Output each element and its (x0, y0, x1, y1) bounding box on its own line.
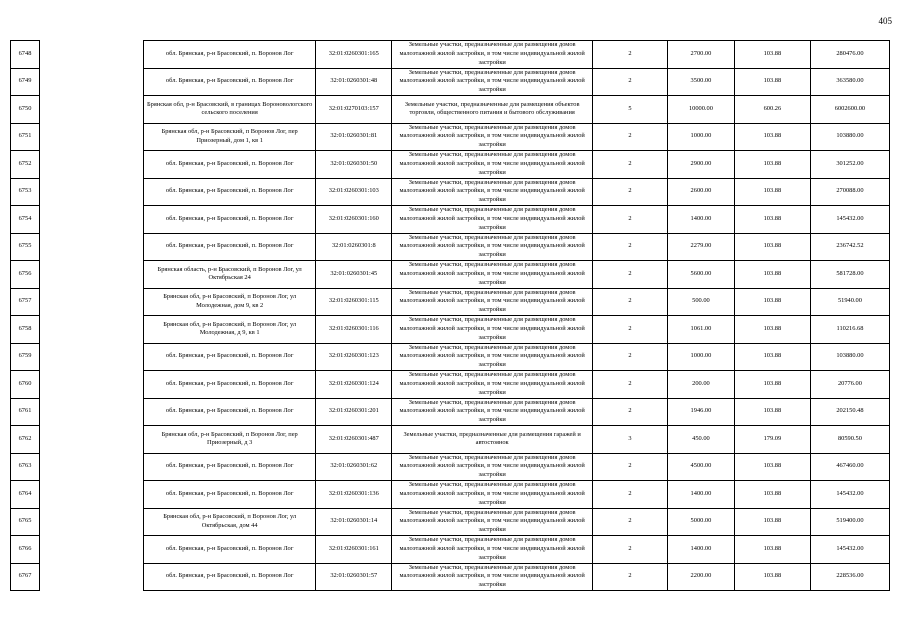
table-row (144, 206, 890, 234)
land-use-cell: Земельные участки, предназначенные для размещения домов малоэтажной жилой застройки, в том числе индивидуальной жилой застройки (392, 398, 593, 426)
specific-value-cell: 103.88 (734, 563, 810, 591)
table-row (144, 233, 890, 261)
row-number-cell: 6766 (11, 536, 40, 564)
area-cell: 1061.00 (668, 316, 735, 344)
specific-value-cell: 103.88 (734, 371, 810, 399)
cadastral-number-cell: 32:01:0260301:103 (316, 178, 392, 206)
row-number-row (11, 261, 40, 289)
row-number-row (11, 426, 40, 454)
group-cell: 2 (593, 343, 668, 371)
area-cell: 2600.00 (668, 178, 735, 206)
land-use-cell: Земельные участки, предназначенные для размещения домов малоэтажной жилой застройки, в том числе индивидуальной жилой застройки (392, 343, 593, 371)
address-cell: обл. Брянская, р-н Брасовский, п. Воронов Лог (144, 481, 316, 509)
specific-value-cell: 103.88 (734, 508, 810, 536)
land-use-cell: Земельные участки, предназначенные для размещения домов малоэтажной жилой застройки, в том числе индивидуальной жилой застройки (392, 481, 593, 509)
table-row (144, 536, 890, 564)
row-number-cell: 6749 (11, 68, 40, 96)
address-cell: обл. Брянская, р-н Брасовский, п. Воронов Лог (144, 41, 316, 69)
cadastral-number-cell: 32:01:0260301:160 (316, 206, 392, 234)
area-cell: 450.00 (668, 426, 735, 454)
row-number-row (11, 123, 40, 151)
row-number-cell: 6753 (11, 178, 40, 206)
row-number-cell: 6752 (11, 151, 40, 179)
row-number-row (11, 316, 40, 344)
address-cell: Брянская обл, р-н Брасовский, п Воронов Лог, ул Октябрьская, дом 44 (144, 508, 316, 536)
area-cell: 2900.00 (668, 151, 735, 179)
row-number-row (11, 371, 40, 399)
row-number-row (11, 288, 40, 316)
row-number-row (11, 41, 40, 69)
address-cell: Брянская обл, р-н Брасовский, п Воронов Лог, ул Молодежная, дом 9, кв 2 (144, 288, 316, 316)
address-cell: Брянская обл, р-н Брасовский, п Воронов Лог, пер Приозерный, дом 1, кв 1 (144, 123, 316, 151)
land-use-cell: Земельные участки, предназначенные для размещения домов малоэтажной жилой застройки, в том числе индивидуальной жилой застройки (392, 371, 593, 399)
table-row (144, 178, 890, 206)
land-use-cell: Земельные участки, предназначенные для размещения домов малоэтажной жилой застройки, в том числе индивидуальной жилой застройки (392, 536, 593, 564)
row-number-cell: 6756 (11, 261, 40, 289)
land-use-cell: Земельные участки, предназначенные для размещения домов малоэтажной жилой застройки, в том числе индивидуальной жилой застройки (392, 151, 593, 179)
row-number-cell: 6767 (11, 563, 40, 591)
specific-value-cell: 103.88 (734, 233, 810, 261)
row-number-table (10, 40, 40, 591)
address-cell: обл. Брянская, р-н Брасовский, п. Воронов Лог (144, 206, 316, 234)
group-cell: 2 (593, 536, 668, 564)
land-parcels-table (143, 40, 890, 591)
area-cell: 4500.00 (668, 453, 735, 481)
area-cell: 1000.00 (668, 123, 735, 151)
cadastral-number-cell: 32:01:0260301:57 (316, 563, 392, 591)
address-cell: Брянская область, р-н Брасовский, п Воронов Лог, ул Октябрьская 24 (144, 261, 316, 289)
address-cell: обл. Брянская, р-н Брасовский, п. Воронов Лог (144, 343, 316, 371)
land-use-cell: Земельные участки, предназначенные для размещения домов малоэтажной жилой застройки, в том числе индивидуальной жилой застройки (392, 233, 593, 261)
area-cell: 1946.00 (668, 398, 735, 426)
table-row (144, 151, 890, 179)
row-number-cell: 6759 (11, 343, 40, 371)
area-cell: 1000.00 (668, 343, 735, 371)
group-cell: 2 (593, 453, 668, 481)
row-number-row (11, 563, 40, 591)
group-cell: 2 (593, 316, 668, 344)
cadastral-value-cell: 80590.50 (810, 426, 889, 454)
specific-value-cell: 600.26 (734, 96, 810, 124)
specific-value-cell: 103.88 (734, 343, 810, 371)
area-cell: 2700.00 (668, 41, 735, 69)
row-number-row (11, 398, 40, 426)
specific-value-cell: 103.88 (734, 123, 810, 151)
row-number-cell: 6760 (11, 371, 40, 399)
cadastral-value-cell: 363580.00 (810, 68, 889, 96)
land-use-cell: Земельные участки, предназначенные для размещения домов малоэтажной жилой застройки, в том числе индивидуальной жилой застройки (392, 508, 593, 536)
row-number-row (11, 233, 40, 261)
group-cell: 2 (593, 41, 668, 69)
row-number-row (11, 68, 40, 96)
address-cell: обл. Брянская, р-н Брасовский, п. Воронов Лог (144, 68, 316, 96)
cadastral-value-cell: 581728.00 (810, 261, 889, 289)
land-use-cell: Земельные участки, предназначенные для размещения гаражей и автостоянок (392, 426, 593, 454)
cadastral-value-cell: 145432.00 (810, 481, 889, 509)
cadastral-number-cell: 32:01:0260301:124 (316, 371, 392, 399)
cadastral-number-cell: 32:01:0260301:123 (316, 343, 392, 371)
specific-value-cell: 103.88 (734, 288, 810, 316)
row-number-cell: 6758 (11, 316, 40, 344)
row-number-row (11, 151, 40, 179)
area-cell: 1400.00 (668, 536, 735, 564)
group-cell: 2 (593, 481, 668, 509)
address-cell: Брянская обл, р-н Брасовский, п Воронов Лог, ул Молодежная, д 9, кв 1 (144, 316, 316, 344)
group-cell: 2 (593, 151, 668, 179)
cadastral-value-cell: 103880.00 (810, 123, 889, 151)
row-number-cell: 6751 (11, 123, 40, 151)
row-number-row (11, 481, 40, 509)
area-cell: 1400.00 (668, 481, 735, 509)
land-use-cell: Земельные участки, предназначенные для размещения домов малоэтажной жилой застройки, в том числе индивидуальной жилой застройки (392, 563, 593, 591)
specific-value-cell: 103.88 (734, 316, 810, 344)
group-cell: 2 (593, 68, 668, 96)
group-cell: 2 (593, 233, 668, 261)
cadastral-number-cell: 32:01:0260301:45 (316, 261, 392, 289)
land-use-cell: Земельные участки, предназначенные для размещения домов малоэтажной жилой застройки, в том числе индивидуальной жилой застройки (392, 288, 593, 316)
cadastral-number-cell: 32:01:0260301:487 (316, 426, 392, 454)
row-number-cell: 6764 (11, 481, 40, 509)
row-number-cell: 6761 (11, 398, 40, 426)
group-cell: 3 (593, 426, 668, 454)
address-cell: Брянская обл, р-н Брасовский, п Воронов Лог, пер Приозерный, д 3 (144, 426, 316, 454)
table-row (144, 68, 890, 96)
cadastral-value-cell: 236742.52 (810, 233, 889, 261)
area-cell: 1400.00 (668, 206, 735, 234)
group-cell: 2 (593, 261, 668, 289)
row-number-row (11, 343, 40, 371)
table-row (144, 123, 890, 151)
cadastral-number-cell: 32:01:0260301:81 (316, 123, 392, 151)
cadastral-value-cell: 20776.00 (810, 371, 889, 399)
specific-value-cell: 103.88 (734, 453, 810, 481)
cadastral-number-cell: 32:01:0260301:48 (316, 68, 392, 96)
cadastral-value-cell: 103880.00 (810, 343, 889, 371)
group-cell: 2 (593, 206, 668, 234)
cadastral-number-cell: 32:01:0260301:136 (316, 481, 392, 509)
specific-value-cell: 103.88 (734, 178, 810, 206)
group-cell: 2 (593, 123, 668, 151)
cadastral-value-cell: 6002600.00 (810, 96, 889, 124)
cadastral-value-cell: 280476.00 (810, 41, 889, 69)
row-number-row (11, 206, 40, 234)
cadastral-value-cell: 228536.00 (810, 563, 889, 591)
area-cell: 500.00 (668, 288, 735, 316)
specific-value-cell: 103.88 (734, 206, 810, 234)
cadastral-number-cell: 32:01:0260301:14 (316, 508, 392, 536)
address-cell: обл. Брянская, р-н Брасовский, п. Воронов Лог (144, 563, 316, 591)
cadastral-number-cell: 32:01:0260301:62 (316, 453, 392, 481)
page-number: 405 (878, 16, 892, 26)
land-use-cell: Земельные участки, предназначенные для размещения домов малоэтажной жилой застройки, в том числе индивидуальной жилой застройки (392, 178, 593, 206)
group-cell: 5 (593, 96, 668, 124)
specific-value-cell: 103.88 (734, 261, 810, 289)
address-cell: обл. Брянская, р-н Брасовский, п. Воронов Лог (144, 151, 316, 179)
row-number-cell: 6765 (11, 508, 40, 536)
land-use-cell: Земельные участки, предназначенные для размещения домов малоэтажной жилой застройки, в том числе индивидуальной жилой застройки (392, 123, 593, 151)
table-row (144, 371, 890, 399)
cadastral-value-cell: 467460.00 (810, 453, 889, 481)
row-number-cell: 6754 (11, 206, 40, 234)
cadastral-number-cell: 32:01:0260301:165 (316, 41, 392, 69)
specific-value-cell: 103.88 (734, 151, 810, 179)
cadastral-number-cell: 32:01:0260301:116 (316, 316, 392, 344)
table-row (144, 41, 890, 69)
row-number-cell: 6757 (11, 288, 40, 316)
land-use-cell: Земельные участки, предназначенные для размещения домов малоэтажной жилой застройки, в том числе индивидуальной жилой застройки (392, 316, 593, 344)
specific-value-cell: 103.88 (734, 398, 810, 426)
row-number-row (11, 536, 40, 564)
address-cell: Брянская обл, р-н Брасовский, в границах Вороновологского сельского поселения (144, 96, 316, 124)
group-cell: 2 (593, 398, 668, 426)
cadastral-number-cell: 32:01:0270103:157 (316, 96, 392, 124)
address-cell: обл. Брянская, р-н Брасовский, п. Воронов Лог (144, 178, 316, 206)
cadastral-number-cell: 32:01:0260301:201 (316, 398, 392, 426)
table-row (144, 426, 890, 454)
specific-value-cell: 103.88 (734, 68, 810, 96)
specific-value-cell: 179.09 (734, 426, 810, 454)
row-number-cell: 6763 (11, 453, 40, 481)
table-row (144, 563, 890, 591)
group-cell: 2 (593, 371, 668, 399)
specific-value-cell: 103.88 (734, 41, 810, 69)
table-row (144, 343, 890, 371)
group-cell: 2 (593, 508, 668, 536)
cadastral-value-cell: 202150.48 (810, 398, 889, 426)
land-use-cell: Земельные участки, предназначенные для размещения домов малоэтажной жилой застройки, в том числе индивидуальной жилой застройки (392, 206, 593, 234)
table-row (144, 316, 890, 344)
table-row (144, 288, 890, 316)
table-row (144, 508, 890, 536)
land-use-cell: Земельные участки, предназначенные для размещения объектов торговли, общественного питания и бытового обслуживания (392, 96, 593, 124)
cadastral-value-cell: 145432.00 (810, 536, 889, 564)
area-cell: 2200.00 (668, 563, 735, 591)
area-cell: 200.00 (668, 371, 735, 399)
row-number-row (11, 178, 40, 206)
row-number-cell: 6755 (11, 233, 40, 261)
row-number-cell: 6750 (11, 96, 40, 124)
group-cell: 2 (593, 563, 668, 591)
row-number-row (11, 453, 40, 481)
cadastral-value-cell: 145432.00 (810, 206, 889, 234)
cadastral-value-cell: 110216.68 (810, 316, 889, 344)
row-number-row (11, 508, 40, 536)
cadastral-number-cell: 32:01:0260301:161 (316, 536, 392, 564)
area-cell: 5600.00 (668, 261, 735, 289)
cadastral-value-cell: 51940.00 (810, 288, 889, 316)
table-row (144, 398, 890, 426)
row-number-cell: 6762 (11, 426, 40, 454)
specific-value-cell: 103.88 (734, 536, 810, 564)
cadastral-value-cell: 270088.00 (810, 178, 889, 206)
area-cell: 2279.00 (668, 233, 735, 261)
area-cell: 5000.00 (668, 508, 735, 536)
land-use-cell: Земельные участки, предназначенные для размещения домов малоэтажной жилой застройки, в том числе индивидуальной жилой застройки (392, 68, 593, 96)
table-row (144, 261, 890, 289)
cadastral-value-cell: 301252.00 (810, 151, 889, 179)
cadastral-number-cell: 32:01:0260301:115 (316, 288, 392, 316)
land-use-cell: Земельные участки, предназначенные для размещения домов малоэтажной жилой застройки, в том числе индивидуальной жилой застройки (392, 41, 593, 69)
area-cell: 10000.00 (668, 96, 735, 124)
group-cell: 2 (593, 178, 668, 206)
area-cell: 3500.00 (668, 68, 735, 96)
land-use-cell: Земельные участки, предназначенные для размещения домов малоэтажной жилой застройки, в том числе индивидуальной жилой застройки (392, 453, 593, 481)
address-cell: обл. Брянская, р-н Брасовский, п. Воронов Лог (144, 453, 316, 481)
cadastral-number-cell: 32:01:0260301:50 (316, 151, 392, 179)
address-cell: обл. Брянская, р-н Брасовский, п. Воронов Лог (144, 398, 316, 426)
table-row (144, 96, 890, 124)
cadastral-number-cell: 32:01:0260301:8 (316, 233, 392, 261)
row-number-cell: 6748 (11, 41, 40, 69)
table-row (144, 481, 890, 509)
address-cell: обл. Брянская, р-н Брасовский, п. Воронов Лог (144, 233, 316, 261)
specific-value-cell: 103.88 (734, 481, 810, 509)
table-row (144, 453, 890, 481)
row-number-row (11, 96, 40, 124)
land-use-cell: Земельные участки, предназначенные для размещения домов малоэтажной жилой застройки, в том числе индивидуальной жилой застройки (392, 261, 593, 289)
address-cell: обл. Брянская, р-н Брасовский, п. Воронов Лог (144, 536, 316, 564)
address-cell: обл. Брянская, р-н Брасовский, п. Воронов Лог (144, 371, 316, 399)
cadastral-value-cell: 519400.00 (810, 508, 889, 536)
group-cell: 2 (593, 288, 668, 316)
